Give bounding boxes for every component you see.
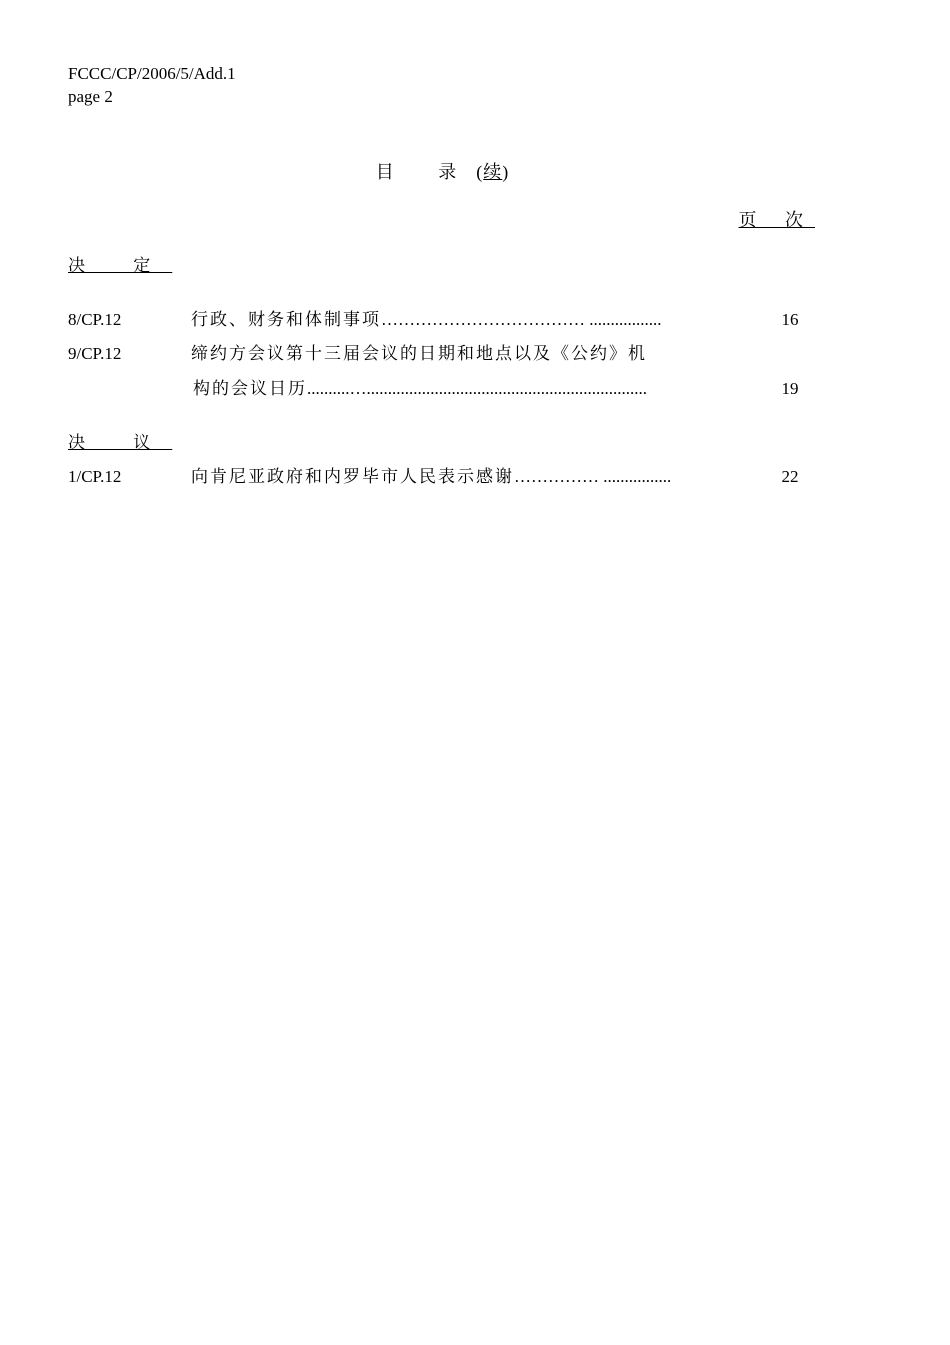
section-heading-resolutions: 决 议	[68, 433, 173, 452]
dot-leader: …………… ................	[514, 467, 672, 486]
dot-leader: ……………………………… .................	[381, 310, 662, 329]
entry-title-text: 行政、财务和体制事项	[191, 310, 381, 329]
entry-title	[191, 466, 736, 488]
entry-title	[191, 343, 736, 398]
entry-code: 8/CP.12	[68, 310, 122, 329]
entry-title-text: 缔约方会议第十三届会议的日期和地点以及《公约》机	[191, 344, 647, 363]
document-symbol: FCCC/CP/2006/5/Add.1	[68, 64, 236, 83]
toc-title-continued: 续	[483, 162, 503, 182]
toc-title-open-paren: (	[476, 162, 484, 182]
dot-leader: ..........…..................................................................	[307, 379, 647, 398]
entry-page-number: 22	[781, 467, 799, 486]
page-number-label: page 2	[68, 87, 113, 106]
entry-title-text-line2: 构的会议日历	[193, 379, 307, 398]
entry-title-text: 向肯尼亚政府和内罗毕市人民表示感谢	[191, 467, 514, 486]
entry-title-continuation	[193, 378, 647, 400]
page-column-header: 页 次	[738, 210, 815, 230]
toc-title	[0, 160, 885, 184]
entry-title	[191, 309, 736, 331]
entry-page-number: 16	[781, 310, 799, 329]
entry-page-number: 19	[781, 379, 799, 398]
section-heading-decisions: 决 定	[68, 256, 173, 275]
toc-title-main: 目 录	[375, 162, 477, 182]
toc-title-close-paren: )	[502, 162, 510, 182]
entry-code: 1/CP.12	[68, 467, 122, 486]
entry-code: 9/CP.12	[68, 344, 122, 363]
